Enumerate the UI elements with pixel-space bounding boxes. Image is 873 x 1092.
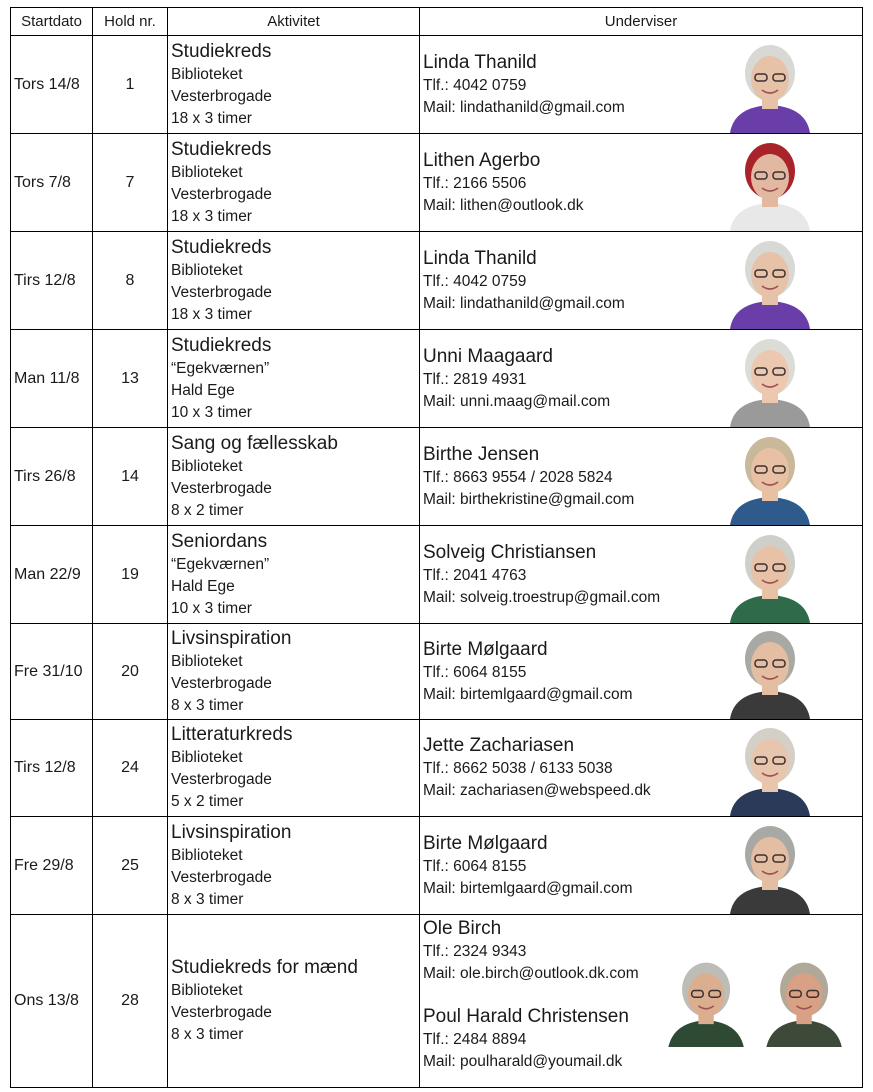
activity-title: Studiekreds xyxy=(171,138,272,160)
header-aktivitet: Aktivitet xyxy=(168,8,420,36)
teacher-phone: Tlf.: 8662 5038 / 6133 5038 xyxy=(423,760,613,777)
header-startdato: Startdato xyxy=(11,8,93,36)
hold-number: 13 xyxy=(93,330,168,428)
teacher-portrait xyxy=(722,527,818,623)
activity-cell xyxy=(168,134,420,232)
shirt-shape xyxy=(730,497,810,525)
teacher-cell xyxy=(420,624,863,720)
teacher-portrait xyxy=(722,37,818,133)
teacher-box xyxy=(420,624,862,719)
teacher-photo xyxy=(722,720,818,816)
start-date: Tirs 26/8 xyxy=(11,428,93,526)
teacher-email: Mail: birtemlgaard@gmail.com xyxy=(423,879,633,897)
shirt-shape xyxy=(730,203,810,231)
activity-cell xyxy=(168,232,420,330)
activity-title: Sang og fællesskab xyxy=(171,432,338,454)
teacher-phone: Tlf.: 4042 0759 xyxy=(423,76,527,94)
teacher-email: Mail: birtemlgaard@gmail.com xyxy=(423,685,633,703)
face-shape xyxy=(751,448,789,494)
teacher-name: Linda Thanild xyxy=(423,51,537,73)
shirt-shape xyxy=(730,886,810,914)
activity-location: Biblioteket xyxy=(171,652,243,670)
teacher-box xyxy=(420,817,862,914)
activity-duration: 10 x 3 timer xyxy=(171,403,252,421)
face-shape xyxy=(751,350,789,396)
hold-number: 25 xyxy=(93,817,168,915)
activity-location: Biblioteket xyxy=(171,749,243,766)
teacher-box xyxy=(420,232,862,329)
activity-address: Vesterbrogade xyxy=(171,771,272,788)
start-date: Ons 13/8 xyxy=(11,915,93,1088)
start-date: Tors 14/8 xyxy=(11,36,93,134)
activity-location: Biblioteket xyxy=(171,261,243,279)
teacher-portrait xyxy=(722,233,818,329)
teacher-cell xyxy=(420,36,863,134)
teacher-portrait xyxy=(722,429,818,525)
teacher-box xyxy=(420,428,862,525)
activity-address: Vesterbrogade xyxy=(171,185,272,203)
hold-number: 14 xyxy=(93,428,168,526)
activity-title: Litteraturkreds xyxy=(171,724,293,745)
teacher-photo xyxy=(722,37,818,133)
teacher-portrait xyxy=(722,720,818,816)
activity-address: Vesterbrogade xyxy=(171,674,272,692)
teacher-info xyxy=(423,541,660,609)
activity-location: “Egekværnen” xyxy=(171,555,270,573)
teacher-photo xyxy=(722,233,818,329)
shirt-shape xyxy=(730,301,810,329)
activity-cell xyxy=(168,526,420,624)
activity-title: Studiekreds for mænd xyxy=(171,957,358,978)
face-shape xyxy=(751,642,789,688)
table-row xyxy=(11,330,863,428)
activity-title: Studiekreds xyxy=(171,236,272,258)
activity-address: Vesterbrogade xyxy=(171,1004,272,1021)
face-shape xyxy=(751,56,789,102)
spacer xyxy=(423,985,639,1005)
teacher-cell xyxy=(420,817,863,915)
teacher-photo xyxy=(722,331,818,427)
activity-title: Seniordans xyxy=(171,530,268,552)
activity-duration: 8 x 3 timer xyxy=(171,696,244,714)
teacher-photos xyxy=(660,955,856,1047)
activity-cell xyxy=(168,720,420,817)
teacher-box xyxy=(420,526,862,623)
teacher-photo xyxy=(722,429,818,525)
activity-title: Studiekreds xyxy=(171,334,272,356)
activity-address: Vesterbrogade xyxy=(171,283,272,301)
teacher-email: Mail: birthekristine@gmail.com xyxy=(423,490,635,508)
activity-cell xyxy=(168,330,420,428)
activity-title: Livsinspiration xyxy=(171,627,292,649)
teacher-info xyxy=(423,917,639,1073)
teacher-name: Unni Maagaard xyxy=(423,345,553,367)
teacher-email: Mail: poulharald@youmail.dk xyxy=(423,1053,623,1070)
table-row xyxy=(11,36,863,134)
face-shape xyxy=(751,837,789,883)
hold-number: 28 xyxy=(93,915,168,1088)
teacher-box xyxy=(420,134,862,231)
teacher-box xyxy=(420,720,862,816)
table-row xyxy=(11,817,863,915)
activity-location: “Egekværnen” xyxy=(171,359,270,377)
hold-number: 24 xyxy=(93,720,168,817)
activity-address: Vesterbrogade xyxy=(171,479,272,497)
activity-location: Biblioteket xyxy=(171,846,243,864)
teacher-photo xyxy=(722,623,818,719)
table-row xyxy=(11,720,863,817)
teacher-phone: Tlf.: 8663 9554 / 2028 5824 xyxy=(423,468,613,486)
activity-cell xyxy=(168,817,420,915)
shirt-shape xyxy=(766,1020,843,1047)
teacher-cell xyxy=(420,134,863,232)
header-underviser: Underviser xyxy=(420,8,863,36)
teacher-box xyxy=(420,36,862,133)
face-shape xyxy=(688,973,724,1017)
face-shape xyxy=(751,154,789,200)
header-hold: Hold nr. xyxy=(93,8,168,36)
teacher-photo xyxy=(722,527,818,623)
teacher-phone: Tlf.: 2324 9343 xyxy=(423,943,527,960)
table-row xyxy=(11,526,863,624)
teacher-info xyxy=(423,832,633,900)
hold-number: 8 xyxy=(93,232,168,330)
teacher-phone: Tlf.: 2041 4763 xyxy=(423,566,527,584)
shirt-shape xyxy=(730,595,810,623)
teacher-phone: Tlf.: 2484 8894 xyxy=(423,1031,527,1048)
activity-duration: 8 x 3 timer xyxy=(171,1026,244,1043)
teacher-name: Solveig Christiansen xyxy=(423,541,597,563)
teacher-email: Mail: zachariasen@webspeed.dk xyxy=(423,782,651,799)
start-date: Fre 29/8 xyxy=(11,817,93,915)
start-date: Fre 31/10 xyxy=(11,624,93,720)
activity-cell xyxy=(168,624,420,720)
activity-location: Biblioteket xyxy=(171,163,243,181)
teacher-email: Mail: solveig.troestrup@gmail.com xyxy=(423,588,661,606)
activity-duration: 18 x 3 timer xyxy=(171,207,252,225)
teacher-name: Linda Thanild xyxy=(423,247,537,269)
activity-title: Livsinspiration xyxy=(171,821,292,843)
activity-cell xyxy=(168,428,420,526)
face-shape xyxy=(751,252,789,298)
hold-number: 19 xyxy=(93,526,168,624)
teacher-email: Mail: lindathanild@gmail.com xyxy=(423,98,625,116)
teacher-phone: Tlf.: 6064 8155 xyxy=(423,857,527,875)
activity-duration: 8 x 2 timer xyxy=(171,501,244,519)
activity-location: Biblioteket xyxy=(171,982,243,999)
activity-duration: 8 x 3 timer xyxy=(171,890,244,908)
teacher-info xyxy=(423,149,583,217)
start-date: Man 22/9 xyxy=(11,526,93,624)
schedule-table xyxy=(10,7,863,1088)
face-shape xyxy=(751,546,789,592)
table-row xyxy=(11,134,863,232)
teacher-info xyxy=(423,51,625,119)
teacher-phone: Tlf.: 2819 4931 xyxy=(423,370,527,388)
shirt-shape xyxy=(730,105,810,133)
shirt-shape xyxy=(730,399,810,427)
teacher-portrait xyxy=(722,331,818,427)
teacher-name: Birte Mølgaard xyxy=(423,638,548,660)
teacher-portrait xyxy=(722,623,818,719)
activity-duration: 10 x 3 timer xyxy=(171,599,252,617)
teacher-email: Mail: lindathanild@gmail.com xyxy=(423,294,625,312)
face-shape xyxy=(786,973,822,1017)
teacher-cell xyxy=(420,428,863,526)
teacher-photo xyxy=(722,818,818,914)
start-date: Tors 7/8 xyxy=(11,134,93,232)
activity-address: Vesterbrogade xyxy=(171,87,272,105)
activity-location: Biblioteket xyxy=(171,457,243,475)
activity-location: Biblioteket xyxy=(171,65,243,83)
activity-cell xyxy=(168,36,420,134)
activity-duration: 18 x 3 timer xyxy=(171,305,252,323)
teacher-info xyxy=(423,443,634,511)
teacher-info xyxy=(423,345,610,413)
teacher-name: Birte Mølgaard xyxy=(423,832,548,854)
teacher-portraits xyxy=(660,955,856,1047)
teacher-cell xyxy=(420,232,863,330)
teacher-phone: Tlf.: 4042 0759 xyxy=(423,272,527,290)
teacher-box xyxy=(420,330,862,427)
teacher-name: Jette Zachariasen xyxy=(423,735,575,756)
hold-number: 7 xyxy=(93,134,168,232)
activity-address: Vesterbrogade xyxy=(171,868,272,886)
teacher-email: Mail: lithen@outlook.dk xyxy=(423,196,584,214)
shirt-shape xyxy=(730,691,810,719)
shirt-shape xyxy=(730,788,810,816)
hold-number: 1 xyxy=(93,36,168,134)
activity-address: Hald Ege xyxy=(171,577,235,595)
teacher-cell xyxy=(420,915,863,1088)
teacher-cell xyxy=(420,720,863,817)
activity-cell xyxy=(168,915,420,1088)
table-row xyxy=(11,232,863,330)
table-row xyxy=(11,915,863,1088)
activity-title: Studiekreds xyxy=(171,40,272,62)
teacher-name: Ole Birch xyxy=(423,918,502,939)
start-date: Man 11/8 xyxy=(11,330,93,428)
teacher-name: Birthe Jensen xyxy=(423,443,540,465)
hold-number: 20 xyxy=(93,624,168,720)
teacher-phone: Tlf.: 2166 5506 xyxy=(423,174,527,192)
teacher-info xyxy=(423,638,633,706)
start-date: Tirs 12/8 xyxy=(11,232,93,330)
teacher-box xyxy=(420,915,862,1087)
teacher-email: Mail: unni.maag@mail.com xyxy=(423,392,611,410)
teacher-info xyxy=(423,247,625,315)
teacher-phone: Tlf.: 6064 8155 xyxy=(423,663,527,681)
table-row xyxy=(11,624,863,720)
teacher-photo xyxy=(722,135,818,231)
start-date: Tirs 12/8 xyxy=(11,720,93,817)
activity-address: Hald Ege xyxy=(171,381,235,399)
teacher-name: Poul Harald Christensen xyxy=(423,1006,629,1027)
teacher-cell xyxy=(420,330,863,428)
teacher-portrait xyxy=(722,818,818,914)
teacher-cell xyxy=(420,526,863,624)
teacher-info xyxy=(423,734,651,802)
teacher-email: Mail: ole.birch@outlook.dk.com xyxy=(423,965,639,982)
teacher-name: Lithen Agerbo xyxy=(423,149,541,171)
activity-duration: 5 x 2 timer xyxy=(171,793,244,810)
face-shape xyxy=(751,739,789,785)
table-row xyxy=(11,428,863,526)
activity-duration: 18 x 3 timer xyxy=(171,109,252,127)
shirt-shape xyxy=(668,1020,745,1047)
teacher-portrait xyxy=(722,135,818,231)
header-row xyxy=(11,8,863,36)
